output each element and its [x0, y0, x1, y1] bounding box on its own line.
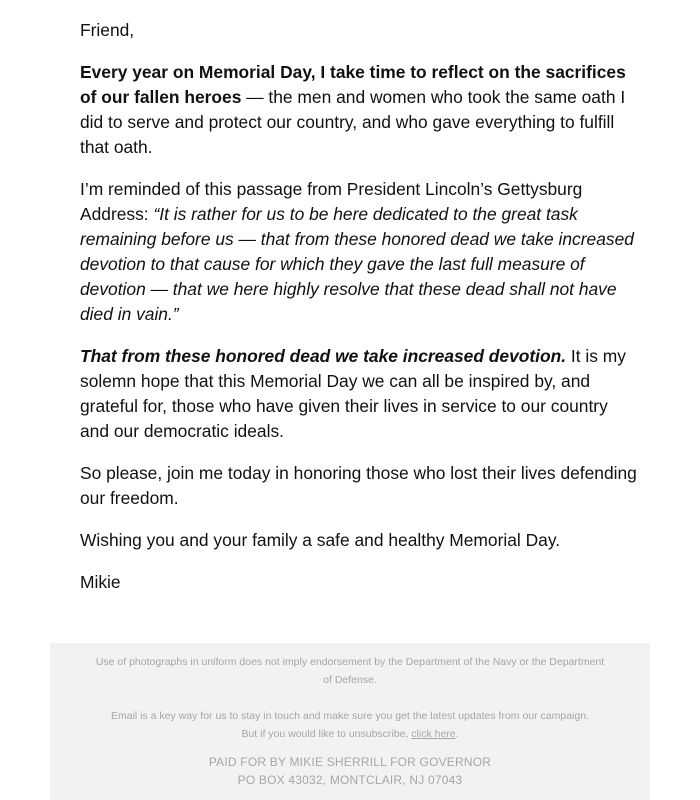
gettysburg-intro: I’m reminded of this passage from President Lincoln’s Gettysburg Address: [80, 179, 583, 224]
paid-for-line: PAID FOR BY MIKIE SHERRILL FOR GOVERNOR [208, 755, 492, 769]
email-body [80, 18, 640, 595]
unsubscribe-link[interactable]: click here [411, 728, 456, 740]
mailing-address: PO BOX 43032, MONTCLAIR, NJ 07043 [237, 773, 463, 787]
paid-for-by [50, 753, 650, 789]
paragraph-join: So please, join me today in honoring those who lost their lives defending our freedom. [80, 463, 637, 508]
unsubscribe-period: . [455, 728, 459, 740]
gettysburg-quote: “It is rather for us to be here dedicated to the great task remaining before us — that from these honored dead we take increased devotion to that cause for which they gave the last full measure of devotion — that we here highly resolve that these dead shall not have died in vain.” [80, 204, 634, 324]
greeting: Friend, [80, 20, 135, 40]
paragraph-wishes: Wishing you and your family a safe and healthy Memorial Day. [80, 530, 561, 550]
paragraph-reflection [80, 60, 640, 160]
reflection-text: — the men and women who took the same oath I did to serve and protect our country, and who gave everything to fulfill that oath. [80, 87, 626, 157]
paragraph-gettysburg [80, 177, 640, 327]
paragraph-devotion [80, 344, 640, 444]
devotion-bold-italic: That from these honored dead we take increased devotion. [80, 346, 567, 366]
footer-disclaimer: Use of photographs in uniform does not imply endorsement by the Department of the Navy or the Department of Defense. [95, 656, 605, 686]
reflection-bold-text: Every year on Memorial Day, I take time to reflect on the sacrifices of our fallen heroes [80, 62, 626, 107]
signature: Mikie [80, 572, 121, 592]
unsubscribe-text-line1: Email is a key way for us to stay in touch and make sure you get the latest updates from our campaign. [111, 710, 589, 722]
unsubscribe-text-line2: But if you would like to unsubscribe, [241, 728, 412, 740]
email-footer [50, 643, 650, 800]
footer-unsubscribe [80, 707, 620, 743]
devotion-text: It is my solemn hope that this Memorial Day we can all be inspired by, and grateful for, those who have given their lives in service to our country and our democratic ideals. [80, 346, 626, 441]
